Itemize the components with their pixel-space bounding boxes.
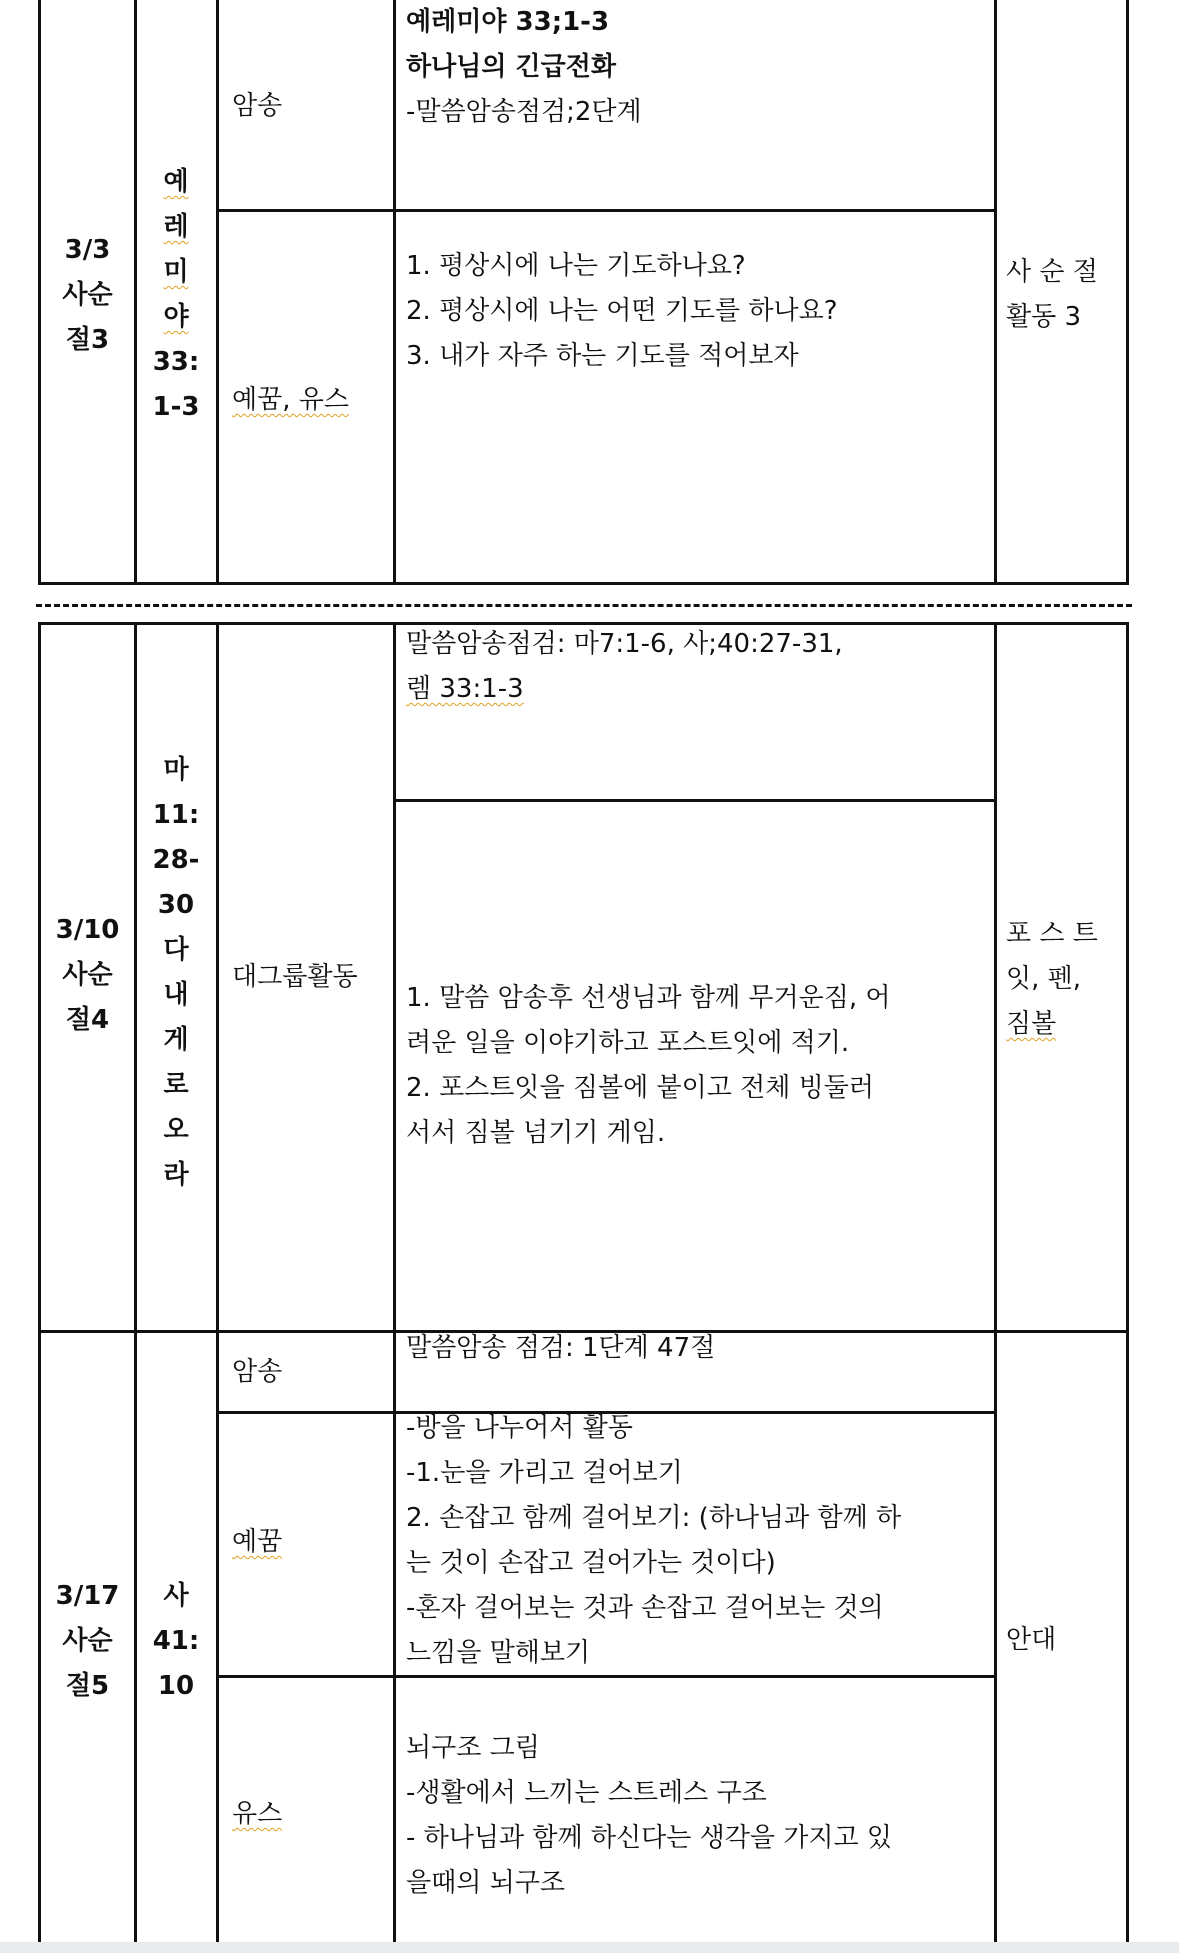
materials-line: 활동 3 bbox=[1006, 302, 1082, 332]
passage-char: 게 bbox=[163, 1025, 189, 1055]
content-line: 려운 일을 이야기하고 포스트잇에 적기. bbox=[406, 1028, 850, 1058]
section3-row3-content bbox=[406, 1726, 892, 1906]
content-line: 1. 평상시에 나는 기도하나요? bbox=[406, 251, 746, 281]
passage-char: 라 bbox=[163, 1160, 189, 1190]
materials-line: 짐볼 bbox=[1006, 1009, 1057, 1039]
materials-line: 포 스 트 bbox=[1006, 919, 1098, 949]
content-line: 3. 내가 자주 하는 기도를 적어보자 bbox=[406, 341, 799, 371]
content-line: 말씀암송점검: 마7:1-6, 사;40:27-31, bbox=[406, 629, 843, 659]
passage-char: 1-3 bbox=[152, 392, 200, 422]
section2-passage bbox=[136, 748, 216, 1198]
date-line: 사순 bbox=[62, 1626, 113, 1656]
section3-row1-content bbox=[406, 1326, 715, 1371]
passage-char: 다 bbox=[163, 935, 189, 965]
date-line: 사순 bbox=[62, 960, 113, 990]
content-line: 2. 손잡고 함께 걸어보기: (하나님과 함께 하 bbox=[406, 1503, 902, 1533]
table1-divider-content bbox=[994, 0, 997, 584]
section3-passage bbox=[136, 1574, 216, 1709]
section2-date bbox=[41, 908, 134, 1043]
section3-row1-label: 암송 bbox=[232, 1357, 283, 1387]
section3-row2-content bbox=[406, 1406, 901, 1676]
section2-materials bbox=[1006, 912, 1098, 1047]
section1-passage bbox=[136, 160, 216, 430]
table1-border-bottom bbox=[38, 582, 1129, 585]
passage-char: 사 bbox=[163, 1581, 189, 1611]
table1-divider-passage bbox=[216, 0, 219, 584]
date-line: 3/10 bbox=[55, 915, 120, 945]
section1-date bbox=[41, 228, 134, 363]
table2-divider-label bbox=[393, 622, 396, 1953]
section3-row3-label: 유스 bbox=[232, 1799, 283, 1829]
content-line: -1.눈을 가리고 걸어보기 bbox=[406, 1458, 683, 1488]
passage-char: 레 bbox=[163, 212, 189, 242]
table1-divider-label bbox=[393, 0, 396, 584]
section1-row2-content bbox=[406, 244, 838, 379]
passage-char: 오 bbox=[163, 1115, 189, 1145]
content-line: 2. 평상시에 나는 어떤 기도를 하나요? bbox=[406, 296, 838, 326]
table1-row-divider bbox=[216, 209, 996, 212]
content-line: 뇌구조 그림 bbox=[406, 1733, 540, 1763]
table2-divider-content bbox=[994, 622, 997, 1953]
passage-char: 야 bbox=[163, 302, 189, 332]
content-line: 1. 말씀 암송후 선생님과 함께 무거운짐, 어 bbox=[406, 983, 891, 1013]
section2-row2-label: 대그룹활동 bbox=[232, 962, 358, 992]
section3-row2-label: 예꿈 bbox=[232, 1527, 283, 1557]
passage-char: 33: bbox=[152, 347, 200, 377]
content-line: 렘 33:1-3 bbox=[406, 674, 524, 704]
section3-materials bbox=[1006, 1618, 1056, 1663]
date-line: 절4 bbox=[65, 1005, 110, 1035]
passage-char: 마 bbox=[163, 755, 189, 785]
content-line: 2. 포스트잇을 짐볼에 붙이고 전체 빙둘러 bbox=[406, 1073, 874, 1103]
materials-line: 안대 bbox=[1006, 1625, 1057, 1655]
section3-date bbox=[41, 1574, 134, 1709]
content-line: -말씀암송점검;2단계 bbox=[406, 97, 642, 127]
passage-char: 28- bbox=[152, 845, 200, 875]
table1-border-right bbox=[1126, 0, 1129, 584]
passage-char: 10 bbox=[157, 1671, 195, 1701]
content-line: 을때의 뇌구조 bbox=[406, 1868, 565, 1898]
content-line: 는 것이 손잡고 걸어가는 것이다) bbox=[406, 1548, 776, 1578]
section2-row1-content bbox=[406, 622, 843, 712]
page-bottom-edge bbox=[0, 1942, 1179, 1953]
date-line: 절3 bbox=[65, 325, 110, 355]
content-line: - 하나님과 함께 하신다는 생각을 가지고 있 bbox=[406, 1823, 892, 1853]
date-line: 절5 bbox=[65, 1671, 110, 1701]
section1-row1-label: 암송 bbox=[232, 91, 283, 121]
section1-row2-label: 예꿈, 유스 bbox=[232, 385, 349, 415]
materials-line: 잇, 펜, bbox=[1006, 964, 1082, 994]
content-line: -혼자 걸어보는 것과 손잡고 걸어보는 것의 bbox=[406, 1593, 884, 1623]
passage-char: 예 bbox=[163, 167, 189, 197]
table2-content-row-divider bbox=[393, 799, 996, 802]
passage-char: 미 bbox=[163, 257, 189, 287]
content-line: 말씀암송 점검: 1단계 47절 bbox=[406, 1333, 716, 1363]
table2-border-left bbox=[38, 622, 41, 1953]
content-line: 예레미야 33;1-3 bbox=[406, 7, 610, 37]
section2-row2-content bbox=[406, 976, 891, 1156]
content-line: 느낌을 말해보기 bbox=[406, 1638, 591, 1668]
passage-char: 30 bbox=[157, 890, 195, 920]
materials-line: 사 순 절 bbox=[1006, 257, 1098, 287]
passage-char: 내 bbox=[163, 980, 189, 1010]
section1-materials bbox=[1006, 250, 1098, 340]
content-line: -생활에서 느끼는 스트레스 구조 bbox=[406, 1778, 767, 1808]
dashed-separator bbox=[36, 604, 1132, 607]
section1-row1-content bbox=[406, 0, 642, 135]
content-line: -방을 나누어서 활동 bbox=[406, 1413, 633, 1443]
date-line: 사순 bbox=[62, 280, 113, 310]
passage-char: 로 bbox=[163, 1070, 189, 1100]
content-line: 서서 짐볼 넘기기 게임. bbox=[406, 1118, 666, 1148]
date-line: 3/17 bbox=[55, 1581, 120, 1611]
date-line: 3/3 bbox=[64, 235, 111, 265]
content-line: 하나님의 긴급전화 bbox=[406, 52, 616, 82]
table2-border-right bbox=[1126, 622, 1129, 1953]
passage-char: 11: bbox=[152, 800, 200, 830]
table2-divider-passage bbox=[216, 622, 219, 1953]
passage-char: 41: bbox=[152, 1626, 200, 1656]
